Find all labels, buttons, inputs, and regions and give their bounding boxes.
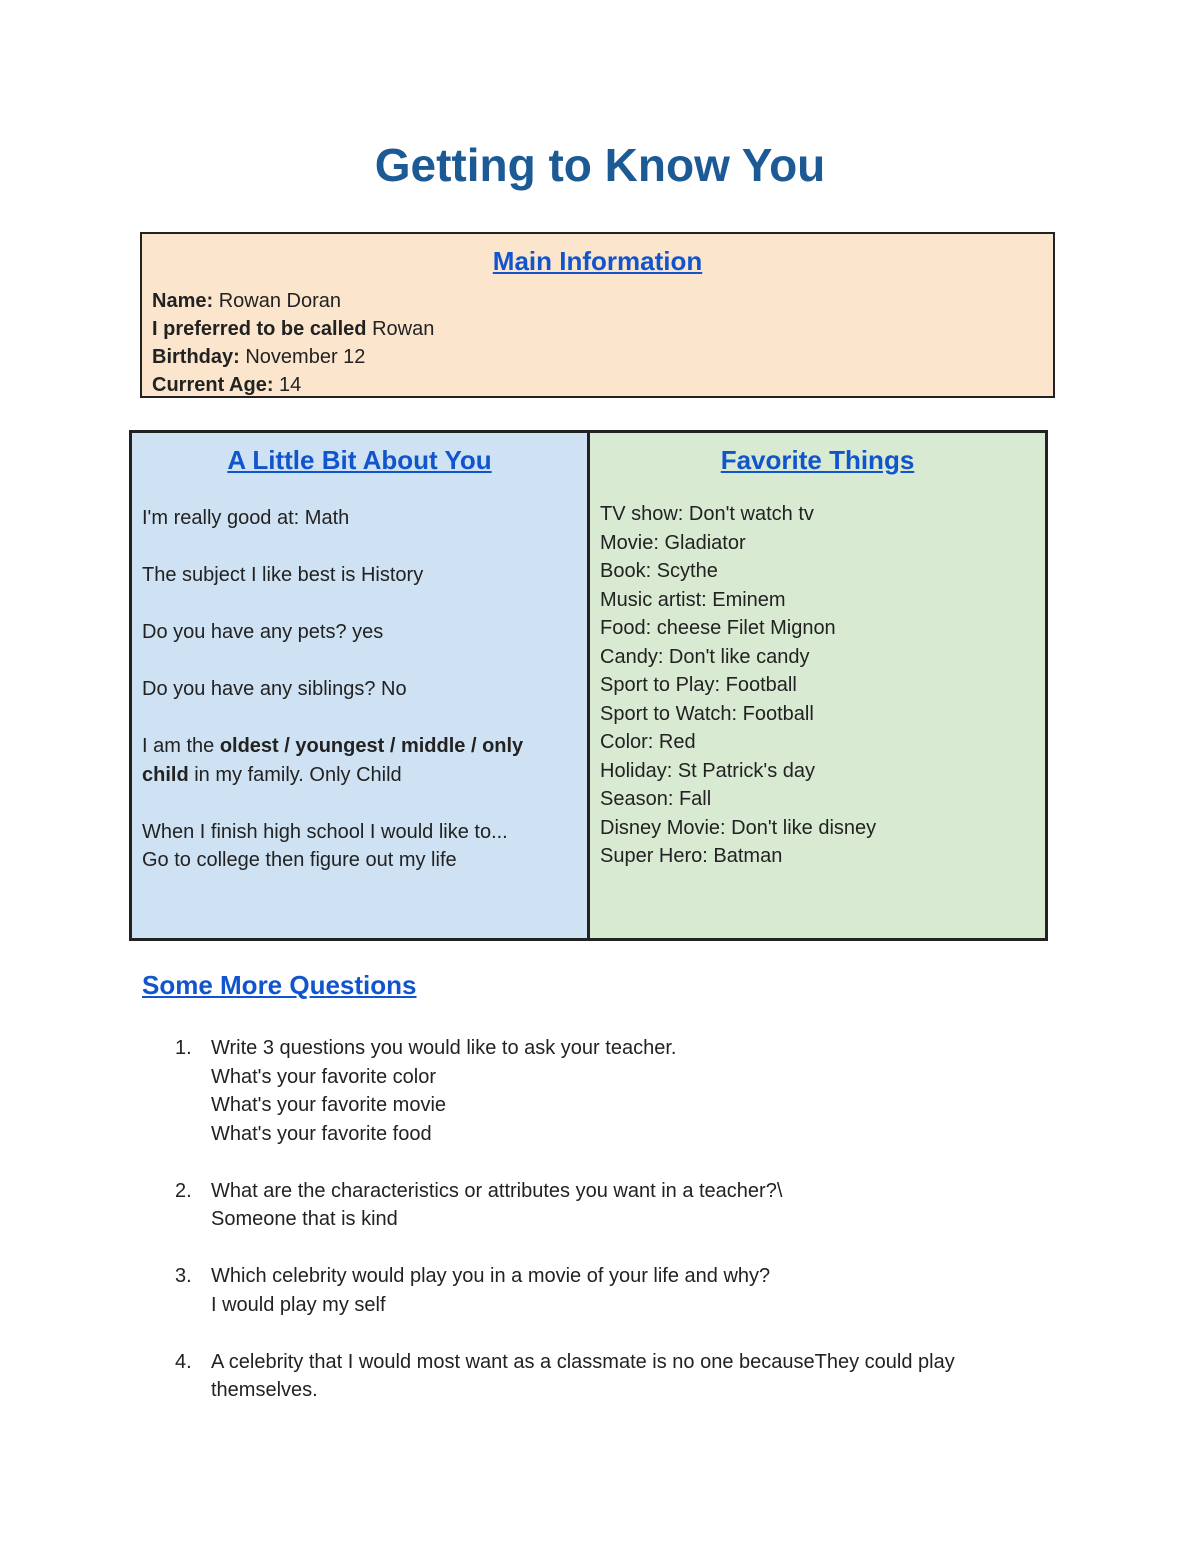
preferred-name-line — [152, 315, 1043, 343]
question-number: 2. — [175, 1179, 192, 1202]
preferred-name-value: Rowan — [366, 318, 435, 340]
question-body — [211, 1262, 1035, 1319]
birthday-label: Birthday: — [152, 346, 240, 368]
question-2 — [175, 1177, 1035, 1234]
current-age-label: Current Age: — [152, 374, 274, 396]
list-item: Book: Scythe — [600, 560, 718, 582]
question-text: What are the characteristics or attributes you want in a teacher?\ — [211, 1179, 783, 1202]
question-body — [211, 1348, 1035, 1405]
question-body — [211, 1034, 1035, 1148]
favorite-things-list — [600, 500, 1035, 871]
preferred-name-label: I preferred to be called — [152, 318, 367, 340]
list-item: Candy: Don't like candy — [600, 645, 810, 668]
birthday-line — [152, 343, 1043, 371]
question-number: 4. — [175, 1350, 192, 1373]
question-4 — [175, 1348, 1035, 1405]
list-item: Disney Movie: Don't like disney — [600, 816, 877, 839]
list-item: Season: Fall — [600, 788, 712, 810]
question-text: A celebrity that I would most want as a classmate is no one becauseThey could play themselves. — [211, 1350, 955, 1401]
favorite-things-column — [590, 433, 1045, 938]
family-child-word: child — [142, 763, 189, 786]
list-item: Super Hero: Batman — [600, 845, 783, 867]
main-information-box — [140, 232, 1055, 398]
question-text: Which celebrity would play you in a movie of your life and why? — [211, 1265, 771, 1287]
family-position-answer — [142, 732, 577, 789]
current-age-line — [152, 371, 1043, 399]
question-answer: What's your favorite movie — [211, 1094, 447, 1116]
about-you-heading: A Little Bit About You — [227, 445, 492, 475]
name-line — [152, 287, 1043, 315]
main-information-heading: Main Information — [492, 246, 703, 276]
family-options: oldest / youngest / middle / only — [219, 735, 524, 757]
favorite-subject-answer: The subject I like best is History — [142, 564, 424, 586]
family-prefix: I am the — [142, 735, 220, 757]
list-item: Holiday: St Patrick's day — [600, 759, 816, 782]
birthday-value: November 12 — [239, 346, 366, 368]
after-high-school-value: Go to college then figure out my life — [142, 849, 457, 871]
pets-answer: Do you have any pets? yes — [142, 621, 384, 643]
after-high-school-prompt: When I finish high school I would like to... — [142, 820, 508, 843]
question-3 — [175, 1262, 1035, 1319]
more-questions-heading: Some More Questions — [142, 970, 417, 1000]
list-item: Food: cheese Filet Mignon — [600, 617, 836, 639]
question-number: 1. — [175, 1037, 192, 1059]
question-answer: Someone that is kind — [211, 1208, 398, 1230]
list-item: Movie: Gladiator — [600, 531, 746, 554]
list-item: TV show: Don't watch tv — [600, 503, 814, 525]
list-item: Music artist: Eminem — [600, 588, 786, 611]
question-number: 3. — [175, 1265, 192, 1287]
page-title: Getting to Know You — [374, 139, 826, 191]
about-you-column — [132, 433, 590, 938]
list-item: Color: Red — [600, 731, 696, 753]
favorite-things-heading: Favorite Things — [720, 445, 915, 475]
family-suffix: in my family. Only Child — [188, 763, 402, 786]
question-answer: What's your favorite color — [211, 1065, 437, 1088]
list-item: Sport to Watch: Football — [600, 702, 814, 725]
question-answer: What's your favorite food — [211, 1122, 432, 1145]
about-and-favorites-table — [129, 430, 1048, 941]
question-1 — [175, 1034, 1035, 1148]
question-answer: I would play my self — [211, 1293, 386, 1316]
question-text: Write 3 questions you would like to ask your teacher. — [211, 1037, 677, 1059]
name-label: Name: — [152, 290, 214, 312]
more-questions-list — [175, 1034, 1035, 1433]
good-at-answer: I'm really good at: Math — [142, 507, 350, 529]
name-value: Rowan Doran — [213, 290, 341, 312]
siblings-answer: Do you have any siblings? No — [142, 678, 407, 700]
current-age-value: 14 — [273, 374, 302, 396]
after-high-school-answer — [142, 818, 577, 875]
list-item: Sport to Play: Football — [600, 674, 797, 696]
question-body — [211, 1177, 1035, 1234]
